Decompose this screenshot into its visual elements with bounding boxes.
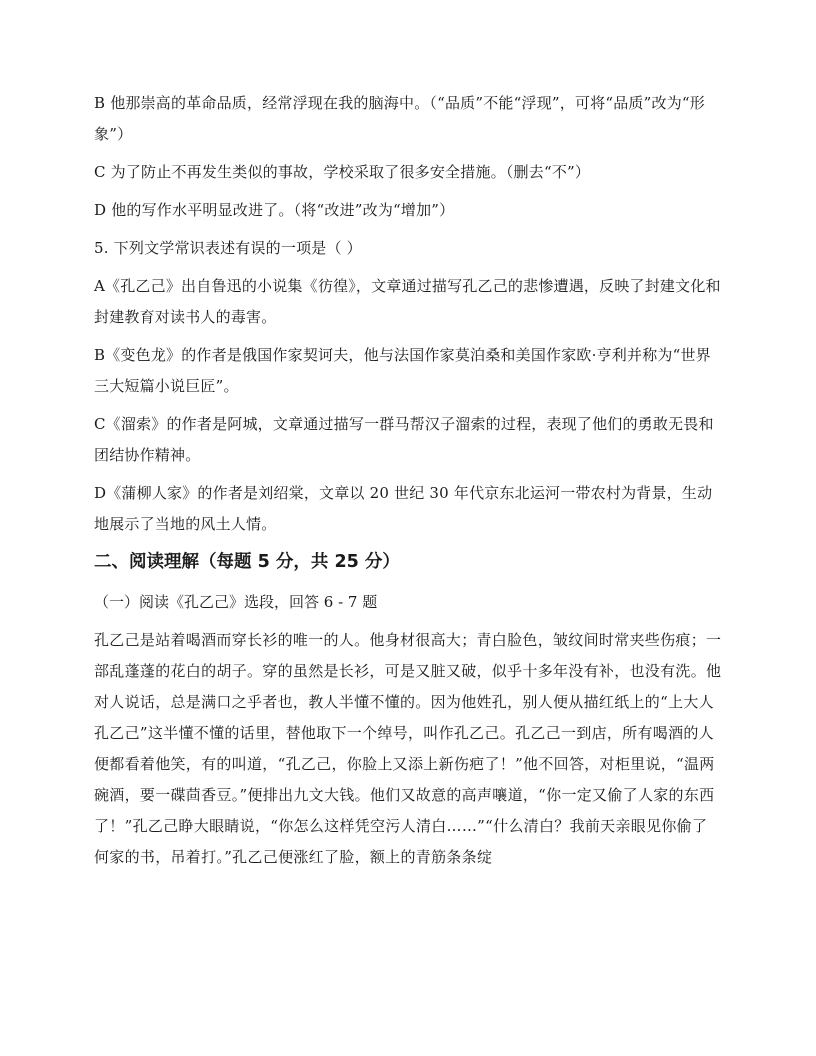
section-subheading: （一）阅读《孔乙己》选段，回答 6 - 7 题 — [94, 593, 378, 611]
q5-option-b: B《变色龙》的作者是俄国作家契诃夫，他与法国作家莫泊桑和美国作家欧·亨利并称为“世界三大短篇小说巨匠”。 — [94, 346, 711, 395]
reading-passage: 孔乙己是站着喝酒而穿长衫的唯一的人。他身材很高大；青白脸色，皱纹间时常夹些伤痕；一部乱蓬蓬的花白的胡子。穿的虽然是长衫，可是又脏又破，似乎十多年没有补，也没有洗。他对人说话，总是满口之乎者也，教人半懂不懂的。因为他姓孔，别人便从描红纸上的“上大人孔乙己”这半懂不懂的话里，替他取下一个绰号，叫作孔乙己。孔乙己一到店，所有喝酒的人便都看着他笑，有的叫道，“孔乙己，你脸上又添上新伤疤了！”他不回答，对柜里说，“温两碗酒，要一碟茴香豆。”便排出九文大钱。他们又故意的高声嚷道，“你一定又偷了人家的东西了！”孔乙己睁大眼睛说，“你怎么这样凭空污人清白……”“什么清白？我前天亲眼见你偷了何家的书，吊着打。”孔乙己便涨红了脸，额上的青筋条条绽 — [94, 631, 722, 866]
q5-stem: 5. 下列文学常识表述有误的一项是（ ） — [94, 239, 362, 257]
section-heading: 二、阅读理解（每题 5 分，共 25 分） — [94, 552, 400, 572]
q4-option-d: D 他的写作水平明显改进了。（将“改进”改为“增加”） — [94, 201, 455, 219]
q4-option-c: C 为了防止不再发生类似的事故，学校采取了很多安全措施。（删去“不”） — [94, 163, 591, 181]
q4-option-b: B 他那崇高的革命品质，经常浮现在我的脑海中。（“品质”不能“浮现”，可将“品质”改为“形象”） — [94, 94, 705, 143]
q5-option-a: A《孔乙己》出自鲁迅的小说集《彷徨》，文章通过描写孔乙己的悲惨遭遇，反映了封建文化和封建教育对读书人的毒害。 — [94, 277, 721, 326]
q5-option-d: D《蒲柳人家》的作者是刘绍棠，文章以 20 世纪 30 年代京东北运河一带农村为背景，生动地展示了当地的风土人情。 — [94, 484, 713, 533]
q5-option-c: C《溜索》的作者是阿城，文章通过描写一群马帮汉子溜索的过程，表现了他们的勇敢无畏和团结协作精神。 — [94, 415, 714, 464]
document-page — [94, 88, 722, 873]
